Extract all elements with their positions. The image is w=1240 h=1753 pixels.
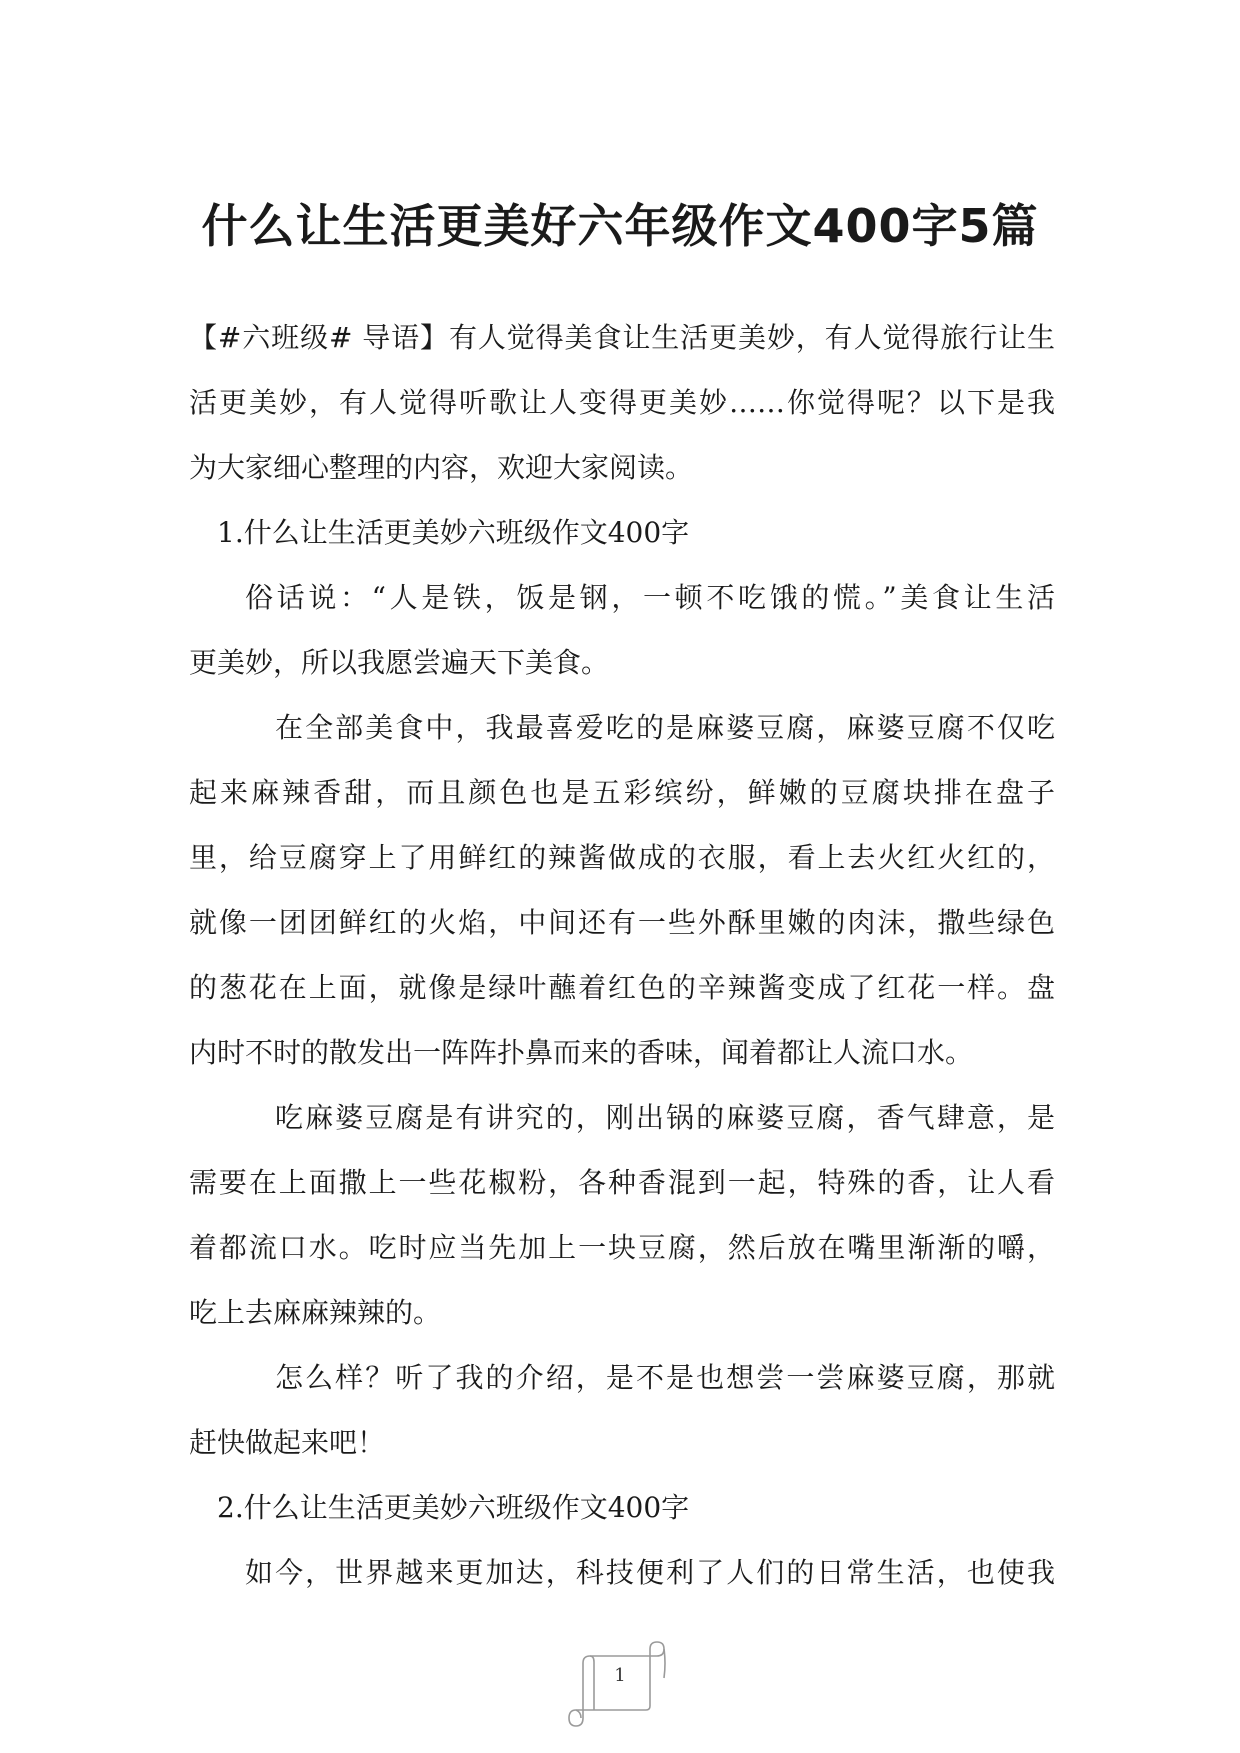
text-line: 里，给豆腐穿上了用鲜红的辣酱做成的衣服，看上去火红火红的， — [189, 841, 1055, 874]
page-number: 1 — [614, 1665, 626, 1686]
page-footer — [565, 1638, 675, 1728]
text-line: 赶快做起来吧！ — [189, 1426, 386, 1459]
text-line: 吃麻婆豆腐是有讲究的，刚出锅的麻婆豆腐，香气肆意，是 — [275, 1101, 1055, 1134]
text-line: 需要在上面撒上一些花椒粉，各种香混到一起，特殊的香，让人看 — [189, 1166, 1055, 1199]
text-line: 为大家细心整理的内容，欢迎大家阅读。 — [189, 451, 694, 484]
text-line: 俗话说：“人是铁，饭是钢，一顿不吃饿的慌。”美食让生活 — [245, 581, 1055, 614]
text-line: 着都流口水。吃时应当先加上一块豆腐，然后放在嘴里渐渐的嚼， — [189, 1231, 1055, 1264]
text-line: 更美妙，所以我愿尝遍天下美食。 — [189, 646, 610, 679]
text-line: 在全部美食中，我最喜爱吃的是麻婆豆腐，麻婆豆腐不仅吃 — [275, 711, 1055, 744]
text-line: 怎么样？听了我的介绍，是不是也想尝一尝麻婆豆腐，那就 — [275, 1361, 1055, 1394]
text-line: 的葱花在上面，就像是绿叶蘸着红色的辛辣酱变成了红花一样。盘 — [189, 971, 1055, 1004]
text-line: 内时不时的散发出一阵阵扑鼻而来的香味，闻着都让人流口水。 — [189, 1036, 974, 1069]
document-title: 什么让生活更美好六年级作文400字5篇 — [201, 199, 1039, 253]
text-line: 活更美妙，有人觉得听歌让人变得更美妙……你觉得呢？以下是我 — [189, 386, 1055, 419]
text-line: 吃上去麻麻辣辣的。 — [189, 1296, 442, 1329]
text-line: 【#六班级# 导语】有人觉得美食让生活更美妙，有人觉得旅行让生 — [189, 321, 1055, 354]
text-line: 2.什么让生活更美妙六班级作文400字 — [217, 1491, 690, 1524]
text-line: 就像一团团鲜红的火焰，中间还有一些外酥里嫩的肉沫，撒些绿色 — [189, 906, 1055, 939]
text-line: 如今，世界越来更加达，科技便利了人们的日常生活，也使我 — [245, 1556, 1055, 1589]
text-line: 起来麻辣香甜，而且颜色也是五彩缤纷，鲜嫩的豆腐块排在盘子 — [189, 776, 1055, 809]
text-line: 1.什么让生活更美妙六班级作文400字 — [217, 516, 690, 549]
document-body — [189, 305, 1055, 1605]
